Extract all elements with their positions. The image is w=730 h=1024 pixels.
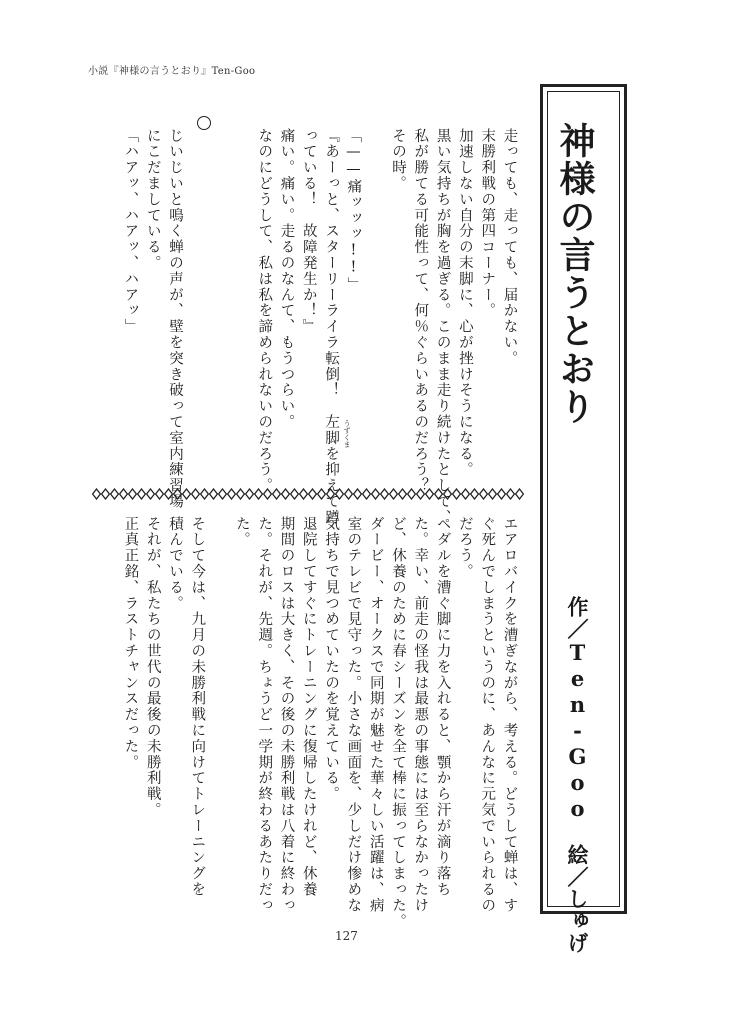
divider-diamond: [156, 489, 164, 499]
divider-diamond: [453, 489, 461, 499]
divider-diamond: [273, 489, 281, 499]
text-column: 積んでいる。: [167, 516, 183, 612]
divider-diamond: [480, 489, 488, 499]
divider-diamond: [462, 489, 470, 499]
divider-diamond: [183, 489, 191, 499]
divider-diamond: [372, 489, 380, 499]
divider-diamond: [111, 489, 119, 499]
text-column: 黒い気持ちが胸を過ぎる。このまま走り続けたとして、: [434, 128, 451, 526]
text-column: た。それが、先週。ちょうど一学期が終わるあたりだっ: [256, 516, 273, 914]
divider-diamond: [255, 489, 263, 499]
divider-diamond: [192, 489, 200, 499]
text-column: た。: [233, 516, 250, 548]
text-column: 正真正銘、ラストチャンスだった。: [122, 516, 139, 771]
divider-diamond: [201, 489, 209, 499]
divider-diamond: [120, 489, 128, 499]
divider-diamond: [345, 489, 353, 499]
divider-diamond: [228, 489, 236, 499]
text-column: っている！ 故障発生か！』: [300, 128, 317, 335]
divider-diamond: [435, 489, 443, 499]
divider-diamond: [336, 489, 344, 499]
divider-diamond: [210, 489, 218, 499]
text-column: 室のテレビで見守った。小さな画面を、少しだけ惨めな: [345, 516, 362, 914]
divider-diamond: [408, 489, 416, 499]
divider-diamond: [390, 489, 398, 499]
divider-diamond: [309, 489, 317, 499]
divider-diamond: [165, 489, 173, 499]
text-column: 走っても、走っても、届かない。: [501, 128, 518, 367]
text-column: ペダルを漕ぐ脚に力を入れると、顎から汗が滴り落ち: [434, 516, 451, 898]
divider-diamond: [516, 489, 524, 499]
text-column: 『あーっと、スターリーライラ転倒！ 左脚を抑えて蹲: [323, 128, 340, 526]
text-column: 「ハアッ、ハアッ、ハアッ」: [122, 128, 139, 335]
divider-diamond: [381, 489, 389, 499]
divider-diamond: [327, 489, 335, 499]
text-column: 痛い。痛い。走るのなんて、もうつらい。: [278, 128, 295, 431]
ruby-text: うずくま: [343, 420, 351, 448]
divider-diamond: [174, 489, 182, 499]
text-column: エアロバイクを漕ぎながら、考える。どうして蝉は、す: [501, 516, 518, 914]
text-column: それが、私たちの世代の最後の未勝利戦。: [144, 516, 161, 819]
divider-diamond: [147, 489, 155, 499]
text-column: 期間のロスは大きく、その後の未勝利戦は八着に終わっ: [278, 516, 295, 914]
text-column: そして今は、九月の未勝利戦に向けてトレーニングを: [189, 516, 206, 898]
text-column: にこだましている。: [144, 128, 161, 272]
divider-diamond: [138, 489, 146, 499]
text-column: 退院してすぐにトレーニングに復帰したけれど、休養: [300, 516, 317, 898]
story-title: 神様の言うとおり: [554, 122, 596, 426]
section-break-circle-icon: [197, 116, 211, 130]
divider-diamond: [444, 489, 452, 499]
text-column: ぐ死んでしまうというのに、あんなに元気でいられるの: [479, 516, 496, 914]
divider-diamond: [300, 489, 308, 499]
divider-diamond: [363, 489, 371, 499]
divider-diamond: [507, 489, 515, 499]
divider-diamond: [291, 489, 299, 499]
text-column: じいじいと鳴く蝉の声が、壁を突き破って室内練習場: [167, 128, 183, 510]
author-credit: 作／Ten-Goo 絵／しゅげ: [565, 596, 590, 954]
text-column: その時。: [390, 128, 406, 192]
divider-diamond: [318, 489, 326, 499]
diamond-divider: [92, 488, 524, 500]
text-column: た。幸い、前走の怪我は最悪の事態には至らなかったけ: [412, 516, 429, 914]
divider-diamond: [264, 489, 272, 499]
divider-diamond: [489, 489, 497, 499]
divider-diamond: [129, 489, 137, 499]
running-header: 小説『神様の言うとおり』Ten-Goo: [88, 66, 256, 77]
page-number: 127: [335, 929, 358, 943]
divider-diamond: [399, 489, 407, 499]
divider-diamond: [246, 489, 254, 499]
text-column: 私が勝てる可能性って、何％ぐらいあるのだろう？: [412, 128, 429, 494]
divider-diamond: [417, 489, 425, 499]
text-column: ど、休養のために春シーズンを全て棒に振ってしまった。: [390, 516, 406, 930]
divider-diamond: [498, 489, 506, 499]
divider-diamond: [282, 489, 290, 499]
text-column: 加速しない自分の末脚に、心が挫けそうになる。: [456, 128, 473, 478]
text-column: なのにどうして、私は私を諦められないのだろう。: [256, 128, 273, 494]
divider-diamond: [219, 489, 227, 499]
divider-diamond: [237, 489, 245, 499]
text-column: 「——痛ッッッ!!」: [345, 128, 362, 293]
text-column: だろう。: [456, 516, 473, 580]
text-column: 末勝利戦の第四コーナー。: [479, 128, 496, 319]
divider-diamond: [354, 489, 362, 499]
text-column: ダービー、オークスで同期が魅せた華々しい活躍は、病: [367, 516, 384, 914]
text-column: 気持ちで見つめていたのを覚えている。: [323, 516, 340, 803]
divider-diamond: [471, 489, 479, 499]
divider-diamond: [102, 489, 110, 499]
divider-diamond: [93, 489, 101, 499]
divider-diamond: [426, 489, 434, 499]
